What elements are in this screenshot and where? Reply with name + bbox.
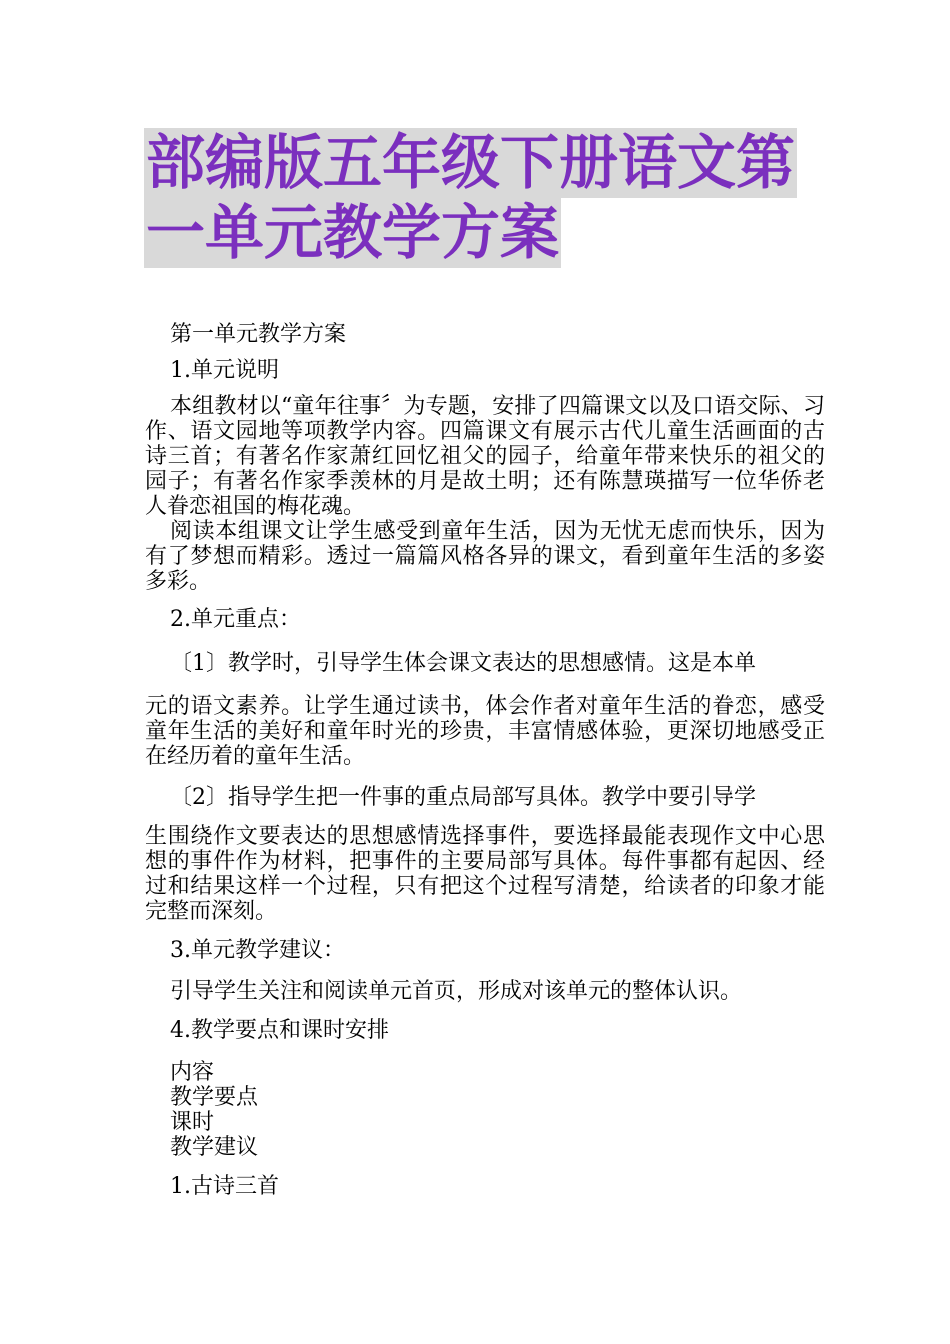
title-line-1: 部编版五年级下册语文第 bbox=[146, 128, 796, 197]
table-header-cells bbox=[145, 1060, 825, 1160]
point-1-first-line: 〔1〕教学时，引导学生体会课文表达的思想感情。这是本单 bbox=[170, 651, 756, 676]
title-line-2: 一单元教学方案 bbox=[146, 198, 560, 267]
table-row-1: 1.古诗三首 bbox=[170, 1174, 279, 1199]
section-4-heading: 4.教学要点和课时安排 bbox=[170, 1018, 389, 1043]
document-title bbox=[144, 128, 824, 268]
point-2-continuation: 生围绕作文要表达的思想感情选择事件，要选择最能表现作文中心思想的事件作为材料，把事件的主要局部写具体。每件事都有起因、经过和结果这样一个过程，只有把这个过程写清楚，给读者的印象才能完整而深刻。 bbox=[145, 824, 825, 924]
section-1-paragraph-1: 本组教材以“童年往事〞为专题，安排了四篇课文以及口语交际、习作、语文园地等项教学内容。四篇课文有展示古代儿童生活画面的古诗三首；有著名作家萧红回忆祖父的园子，给童年带来快乐的祖父的园子；有著名作家季羡林的月是故土明；还有陈慧瑛描写一位华侨老人眷恋祖国的梅花魂。 bbox=[145, 394, 825, 519]
section-2-heading: 2.单元重点： bbox=[170, 607, 301, 632]
main-heading: 第一单元教学方案 bbox=[170, 322, 347, 347]
section-1-heading: 1.单元说明 bbox=[170, 358, 279, 383]
point-1-continuation: 元的语文素养。让学生通过读书，体会作者对童年生活的眷恋，感受童年生活的美好和童年时光的珍贵，丰富情感体验，更深切地感受正在经历着的童年生活。 bbox=[145, 694, 825, 769]
section-1-paragraph-2: 阅读本组课文让学生感受到童年生活，因为无忧无虑而快乐，因为有了梦想而精彩。透过一篇篇风格各异的课文，看到童年生活的多姿多彩。 bbox=[145, 519, 825, 594]
section-3-paragraph: 引导学生关注和阅读单元首页，形成对该单元的整体认识。 bbox=[170, 979, 743, 1004]
table-header-content: 内容 bbox=[170, 1060, 215, 1085]
section-3-heading: 3.单元教学建议： bbox=[170, 938, 345, 963]
table-header-suggestions: 教学建议 bbox=[170, 1135, 259, 1160]
point-2-first-line: 〔2〕指导学生把一件事的重点局部写具体。教学中要引导学 bbox=[170, 785, 756, 810]
table-header-points: 教学要点 bbox=[170, 1085, 259, 1110]
document-body bbox=[145, 322, 825, 1199]
table-header-lessons: 课时 bbox=[170, 1110, 215, 1135]
